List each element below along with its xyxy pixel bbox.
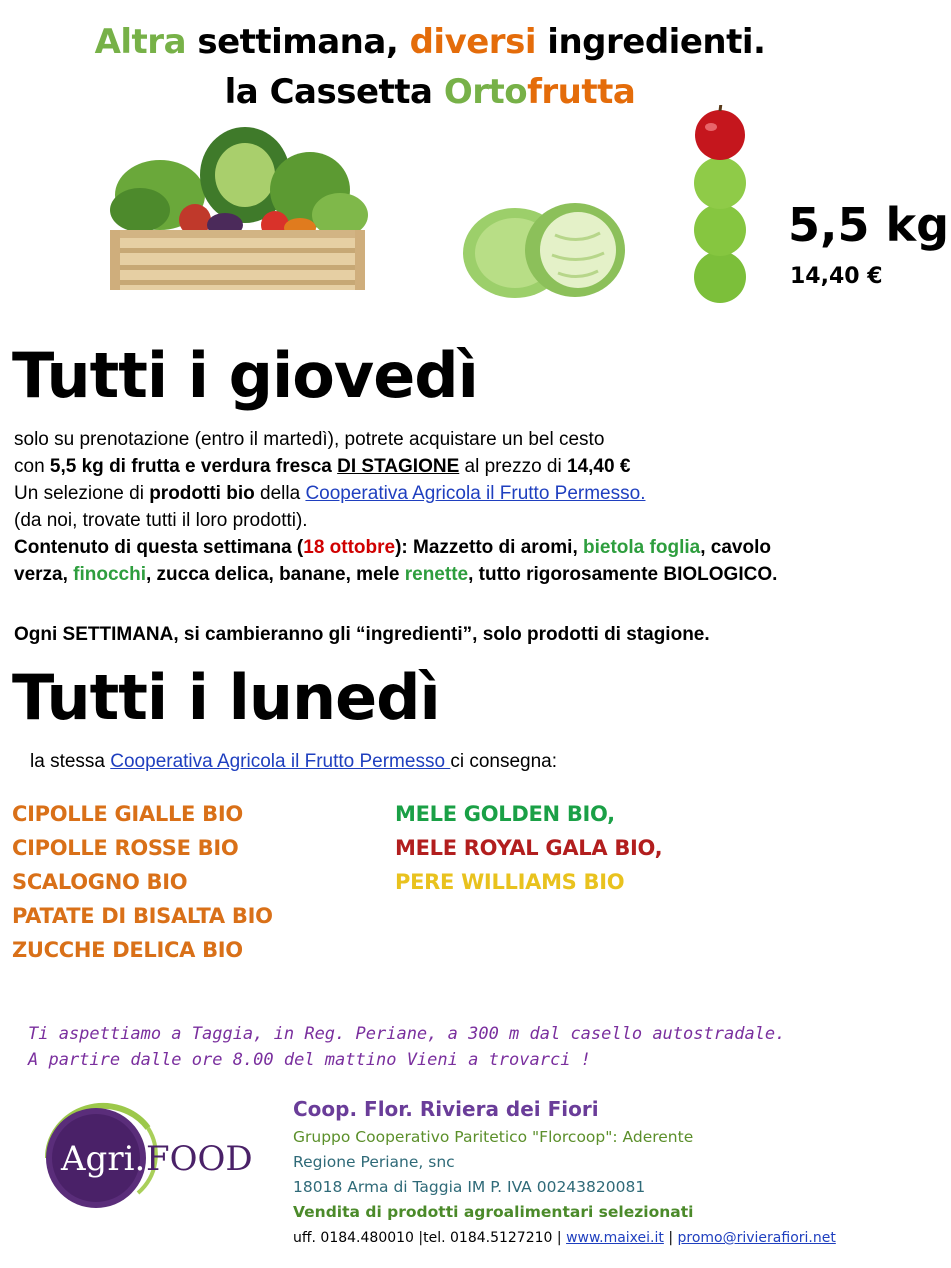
offer-weight: 5,5 kg: [788, 198, 950, 252]
vegetable-crate-image: [100, 120, 375, 295]
invite-line1: Ti aspettiamo a Taggia, in Reg. Periane, a 300 m dal casello autostradale.: [28, 1024, 786, 1044]
coop-sales: Vendita di prodotti agroalimentari selezionati: [293, 1203, 694, 1221]
contents-part4: , tutto rigorosamente BIOLOGICO.: [468, 564, 778, 585]
contact-phones: uff. 0184.480010 |tel. 0184.5127210 |: [293, 1230, 567, 1246]
contents-verza: verza,: [14, 564, 74, 585]
products-left-list: [12, 797, 273, 967]
offer-price: 14,40 €: [790, 264, 883, 289]
products-right-list: [395, 797, 662, 899]
cabbage-image: [460, 195, 630, 305]
coop-name: Coop. Flor. Riviera dei Fiori: [293, 1097, 599, 1121]
title-word-cassetta: la Cassetta: [224, 72, 444, 112]
contents-bietola: bietola foglia: [583, 537, 701, 558]
invite-text: [28, 1021, 785, 1073]
list-item: MELE ROYAL GALA BIO,: [395, 836, 663, 860]
logo-text-agri: Agri.: [61, 1139, 146, 1179]
title-word-frutta: frutta: [527, 72, 636, 112]
text-prodotti-bio: prodotti bio: [149, 483, 255, 504]
intro-la-stessa: la stessa: [30, 751, 111, 772]
thursday-line3: [14, 480, 934, 507]
contact-separator: |: [663, 1230, 678, 1246]
list-item: CIPOLLE ROSSE BIO: [12, 836, 239, 860]
monday-intro: [30, 748, 950, 775]
list-item: MELE GOLDEN BIO,: [395, 802, 615, 826]
agrifood-logo: [28, 1098, 278, 1208]
coop-info: [293, 1093, 836, 1251]
coop-address2: 18018 Arma di Taggia IM P. IVA 00243820081: [293, 1178, 646, 1196]
text-con: con: [14, 456, 50, 477]
contents-part3: , zucca delica, banane, mele: [146, 564, 405, 585]
list-item: SCALOGNO BIO: [12, 870, 188, 894]
weekly-note: Ogni SETTIMANA, si cambieranno gli “ingredienti”, solo prodotti di stagione.: [14, 624, 710, 645]
contents-part2: , cavolo: [700, 537, 771, 558]
list-item: PATATE DI BISALTA BIO: [12, 904, 273, 928]
list-item: ZUCCHE DELICA BIO: [12, 938, 243, 962]
contents-renette: renette: [404, 564, 469, 585]
text-della: della: [254, 483, 306, 504]
coop-contact: [293, 1225, 836, 1251]
weekly-contents-line2: [14, 561, 934, 588]
monday-heading: Tutti i lunedì: [12, 661, 440, 734]
title-word-altra: Altra: [94, 22, 187, 62]
page-title-line1: [0, 22, 860, 62]
list-item: PERE WILLIAMS BIO: [395, 870, 625, 894]
thursday-line4: (da noi, trovate tutti il loro prodotti).: [14, 510, 308, 531]
text-selezione: Un selezione di: [14, 483, 150, 504]
contents-label: Contenuto di questa settimana (: [14, 537, 304, 558]
email-link[interactable]: promo@rivierafiori.net: [677, 1230, 836, 1246]
text-basket-weight: 5,5 kg di frutta e verdura fresca: [49, 456, 338, 477]
website-link[interactable]: www.maixei.it: [566, 1230, 664, 1246]
cooperativa-link[interactable]: Cooperativa Agricola il Frutto Permesso.: [305, 483, 646, 504]
title-word-ingredienti: ingredienti.: [535, 22, 766, 62]
stacked-apples-image: [685, 105, 755, 305]
invite-line2: A partire dalle ore 8.00 del mattino Vieni a trovarci !: [28, 1050, 591, 1070]
list-item: CIPOLLE GIALLE BIO: [12, 802, 243, 826]
title-word-diversi: diversi: [409, 22, 536, 62]
title-word-orto: Orto: [443, 72, 528, 112]
coop-address1: Regione Periane, snc: [293, 1153, 455, 1171]
contents-part1: ): Mazzetto di aromi,: [395, 537, 584, 558]
text-price-inline: 14,40 €: [567, 456, 631, 477]
thursday-description: [14, 426, 934, 588]
contents-date: 18 ottobre: [303, 537, 396, 558]
thursday-heading: Tutti i giovedì: [12, 339, 478, 412]
text-di-stagione: DI STAGIONE: [337, 456, 460, 477]
cooperativa-link-2[interactable]: Cooperativa Agricola il Frutto Permesso: [110, 751, 451, 772]
thursday-line1: solo su prenotazione (entro il martedì), potrete acquistare un bel cesto: [14, 429, 605, 450]
coop-group: Gruppo Cooperativo Paritetico "Florcoop": Aderente: [293, 1128, 694, 1146]
weekly-contents: [14, 534, 934, 561]
logo-text-food: FOOD: [146, 1139, 253, 1179]
contents-finocchi: finocchi: [73, 564, 146, 585]
intro-consegna: ci consegna:: [450, 751, 557, 772]
text-al-prezzo: al prezzo di: [459, 456, 567, 477]
title-word-settimana: settimana,: [186, 22, 410, 62]
thursday-line2: [14, 453, 934, 480]
